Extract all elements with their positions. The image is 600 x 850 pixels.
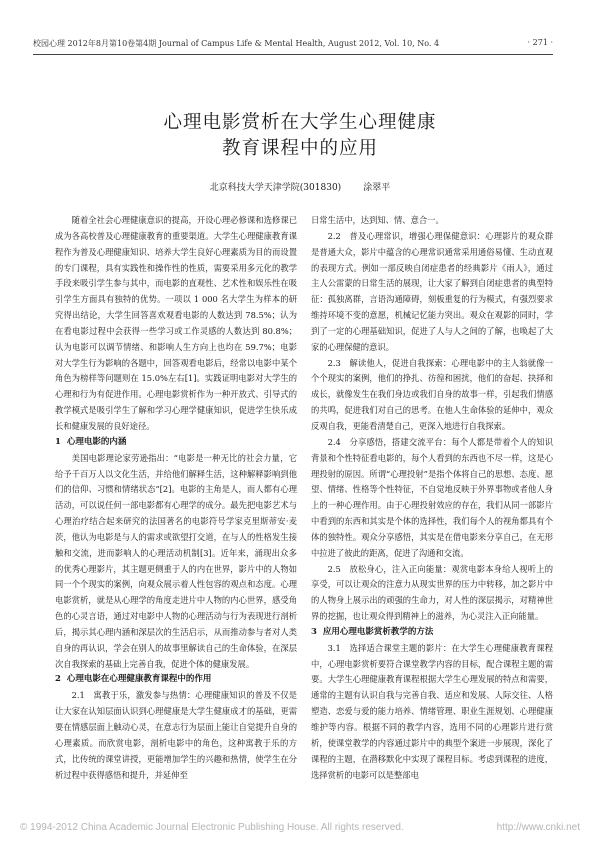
- article-title: [60, 110, 540, 162]
- subsection-3-1: 3.1 选择适合课堂主题的影片：在大学生心理健康教育课程中，心理电影赏析要符合课堂教学内容的目标，配合课程主题的需要。大学生心理健康教育课程根据大学生心理发展的特点和需要，通常的主题有认识自我与完善自我、适应和发展、人际交往、人格塑造、恋爱与爱的能力培养、情绪管理、职业生涯规划、心理健康维护等内容。根据不同的教学内容，选用不同的心理影片进行赏析，使课堂教学的内容通过影片中的典型个案进一步展现，深化了课程的主题，在潜移默化中实现了课程目标。考虑到课程的进度，选择赏析的电影可以是整部电: [311, 642, 553, 780]
- author-name: 涂翠平: [363, 183, 391, 193]
- affiliation: 北京科技大学天津学院(301830): [209, 183, 342, 193]
- title-line-2: 教育课程中的应用: [221, 138, 378, 159]
- section-number: 3: [311, 626, 317, 637]
- journal-citation: 校园心理 2012年8月第10卷第4期 Journal of Campus Life & Mental Health, August 2012, Vol. 10, No. 4: [33, 39, 440, 48]
- intro-paragraph: 随着全社会心理健康意识的提高，开设心理必修课和选修课已成为各高校普及心理健康教育的重要渠道。大学生心理健康教育课程作为普及心理健康知识、培养大学生良好心理素质为目的而设置的专门课程，具有实践性和操作性的性质，需要采用多元化的教学手段来吸引学生参与其中，而电影的直观性、艺术性和娱乐性在吸引学生方面具有独特的优势。一项以 1 000 名大学生为样本的研究得出结论，大学生回答喜欢观看电影的人数达到 78.5%；认为在看电影过程中会获得一些学习或工作灵感的人数达到 80.8%；认为电影可以调节情绪、和影响人生方向上也均在 59.7%；电影对大学生行为影响的各题中，回答观看电影后，经常以电影中某个角色为榜样等问题则在 15.0%左右[1]。实践证明电影对大学生的心理和行为有促进作用。心理电影赏析作为一种开放式、引导式的教学模式是吸引学生了解和学习心理学健康知识，促进学生快乐成长和健康发展的良好途径。: [55, 215, 297, 431]
- subsection-2-5: 2.5 放松身心，注入正向能量：观赏电影本身给人视听上的享受，可以让观众的注意力从现实世界的压力中转移，加之影片中的人物身上展示出的顽强的生命力，对人性的深层揭示，对精神世界的挖掘，也让观众得到精神上的滋养，为心灵注入正向能量。: [311, 563, 553, 622]
- left-column: [55, 213, 297, 783]
- body-paragraph: 美国电影理论家劳逊指出：“电影是一种无比的社会力量，它给予千百万人以文化生活，并给他们解释生活，这种解释影响到他们的信仰、习惯和情绪状态”[2]。电影的主角是人，而人都有心理活动，可以说任何一部电影都有心理学的成分。最先把电影艺术与心理治疗结合起来研究的法国著名的电影符号学家克里斯蒂安·麦茨，他认为电影是与人的需求或欲望打交道，在与人的性格发生接触和交流，进而影响人的心理活动机制[3]。近年来，涌现出众多的优秀心理影片，其主题更侧重于人的内在世界，影片中的人物如同一个个现实的案例，向观众展示着人性包容的观点和态度。心理电影赏析，就是从心理学的角度走进片中人物的内心世界，感受角色的心灵言语，通过对电影中人物的心理活动与行为表现进行剖析后，揭示其心理内涵和深层次的生活启示，从而推动参与者对人类自身的再认识，学会在别人的故事里解读自己的生命体验，在深层次自我探索的基础上完善自我，促进个体的健康发展。: [55, 452, 297, 669]
- subsection-2-1: 2.1 寓教于乐，激发参与热情：心理健康知识的普及不仅是让大家在认知层面认识到心理健康是大学生健康成才的基础，更需要在情感层面上触动心灵，在意志行为层面上能让自觉提升自身的心理素质。而欣赏电影，剖析电影中的角色，这种寓教于乐的方式，比传统的课堂讲授，更能增加学生的兴趣和热情，使学生在分析过程中获得感悟和提升，并延伸至: [55, 690, 297, 780]
- byline: [60, 180, 540, 193]
- continued-paragraph: 日常生活中，达到知、情、意合一。: [311, 215, 444, 225]
- section-heading-3: [311, 625, 553, 641]
- running-head: [33, 38, 553, 52]
- section-heading-1: [55, 435, 297, 451]
- section-heading-2: [55, 672, 297, 688]
- subsection-2-4: 2.4 分享感悟，搭建交流平台：每个人都是带着个人的知识背景和个性特征看电影的，每个人看到的东西也不尽一样，这是心理投射的原因。所谓“心理投射”是指个体将自己的思想、态度、愿望、情绪、性格等个性特征，不自觉地反映于外界事物或者他人身上的一种心理作用。由于心理投射效应的存在，我们从同一部影片中看到的东西和其实是个体的选择性，我们每个人的视角都具有个体的独特性。观众分享感悟，其实是在借电影来分享自己，在无形中拉进了彼此的距离，促进了沟通和交流。: [311, 436, 553, 558]
- section-number: 2: [55, 674, 61, 685]
- copyright-notice: © 1994-2012 China Academic Journal Electronic Publishing House. All rights reserved.: [20, 822, 404, 833]
- page-number: · 271 ·: [527, 38, 553, 47]
- subsection-2-2: 2.2 普及心理常识，增强心理保健意识：心理影片的观众群是普通大众，影片中蕴含的心理常识通常采用通俗易懂、生动直观的表现方式。例如一部反映自闭症患者的经典影片《雨人》，通过主人公雷蒙的日常生活的展现，让大家了解到自闭症患者的典型特征：孤独离群，言语沟通障碍，刻板重复的行为模式，有强烈要求维持环境不变的意愿，机械记忆能力突出。观众在观影的同时，学到了一定的心理基础知识，促进了人与人之间的了解，也唤起了大家的心理保健的意识。: [311, 230, 553, 352]
- title-line-1: 心理电影赏析在大学生心理健康: [163, 112, 437, 133]
- footer-website-link[interactable]: http://www.cnki.net: [496, 822, 580, 833]
- subsection-2-3: 2.3 解读他人，促进自我探索：心理电影中的主人翁就像一个个现实的案例，他们的挣扎、彷徨和困扰，他们的奋起、抉择和成长，就像发生在我们身边或我们自身的故事一样，引起我们情感的共鸣，促进我们对自己的思考。在他人生命体验的延伸中，观众反观自我，更能看清楚自己，更深入地进行自我探索。: [311, 357, 553, 431]
- section-title: 应用心理电影赏析教学的方法: [322, 626, 434, 637]
- section-number: 1: [55, 436, 61, 447]
- section-title: 心理电影的内涵: [66, 436, 127, 447]
- header-divider: [33, 54, 553, 55]
- right-column: [311, 213, 553, 783]
- section-title: 心理电影在心理健康教育课程中的作用: [66, 674, 212, 685]
